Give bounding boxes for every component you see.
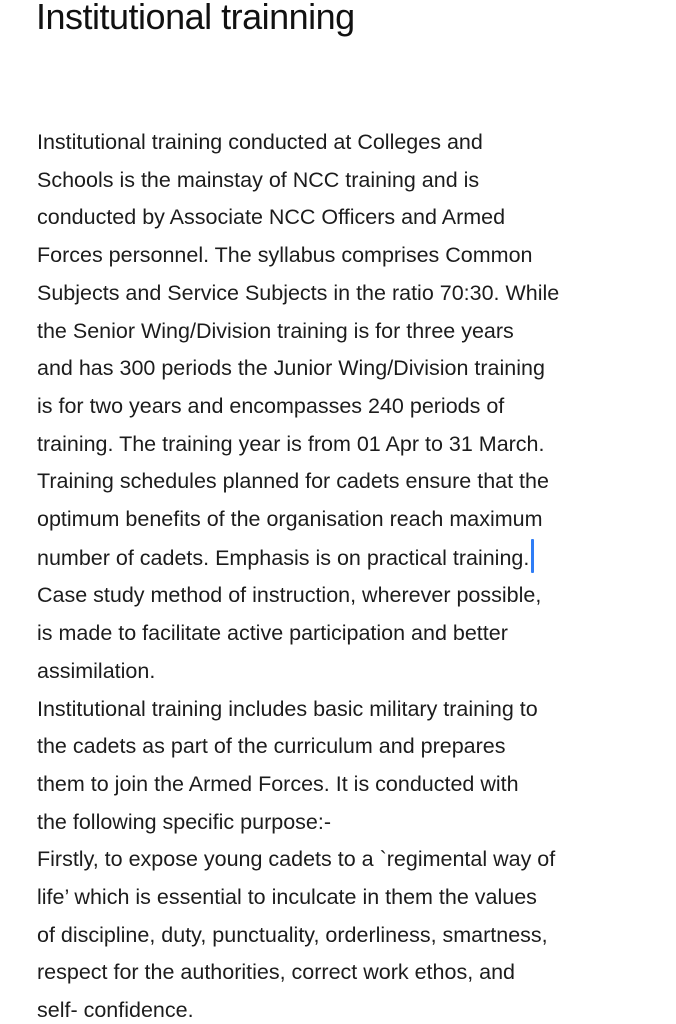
- text-line: Case study method of instruction, wherever possible,: [37, 583, 542, 608]
- text-line: self- confidence.: [37, 998, 194, 1023]
- text-line: is made to facilitate active participation and better: [37, 621, 508, 646]
- text-line: and has 300 periods the Junior Wing/Division training: [37, 356, 545, 381]
- text-line: conducted by Associate NCC Officers and Armed: [37, 205, 506, 230]
- text-line: the Senior Wing/Division training is for three years: [37, 318, 514, 343]
- text-line: respect for the authorities, correct work ethos, and: [37, 960, 516, 985]
- text-cursor: [531, 539, 534, 573]
- text-line: them to join the Armed Forces. It is conducted with: [37, 771, 519, 796]
- text-line: assimilation.: [37, 658, 156, 683]
- text-line: Institutional training includes basic military training to: [37, 696, 538, 721]
- text-line: Training schedules planned for cadets ensure that the: [37, 469, 549, 494]
- document-body[interactable]: [37, 124, 657, 1024]
- text-line: number of cadets. Emphasis is on practical training.: [37, 545, 530, 570]
- text-line: is for two years and encompasses 240 periods of: [37, 393, 505, 418]
- page-title: Institutional trainning: [36, 0, 355, 37]
- text-line: the following specific purpose:-: [37, 809, 331, 834]
- text-line: Subjects and Service Subjects in the ratio 70:30. While: [37, 280, 560, 305]
- text-line: training. The training year is from 01 Apr to 31 March.: [37, 431, 545, 456]
- text-line: Firstly, to expose young cadets to a `regimental way of: [37, 847, 556, 872]
- text-line: of discipline, duty, punctuality, orderliness, smartness,: [37, 922, 548, 947]
- text-line: Schools is the mainstay of NCC training and is: [37, 167, 480, 192]
- text-line: Forces personnel. The syllabus comprises Common: [37, 243, 533, 268]
- text-line: the cadets as part of the curriculum and prepares: [37, 734, 506, 759]
- text-line-with-cursor: [37, 539, 657, 578]
- text-line: optimum benefits of the organisation reach maximum: [37, 507, 543, 532]
- text-line: Institutional training conducted at Colleges and: [37, 130, 483, 154]
- text-line: life’ which is essential to inculcate in them the values: [37, 885, 537, 910]
